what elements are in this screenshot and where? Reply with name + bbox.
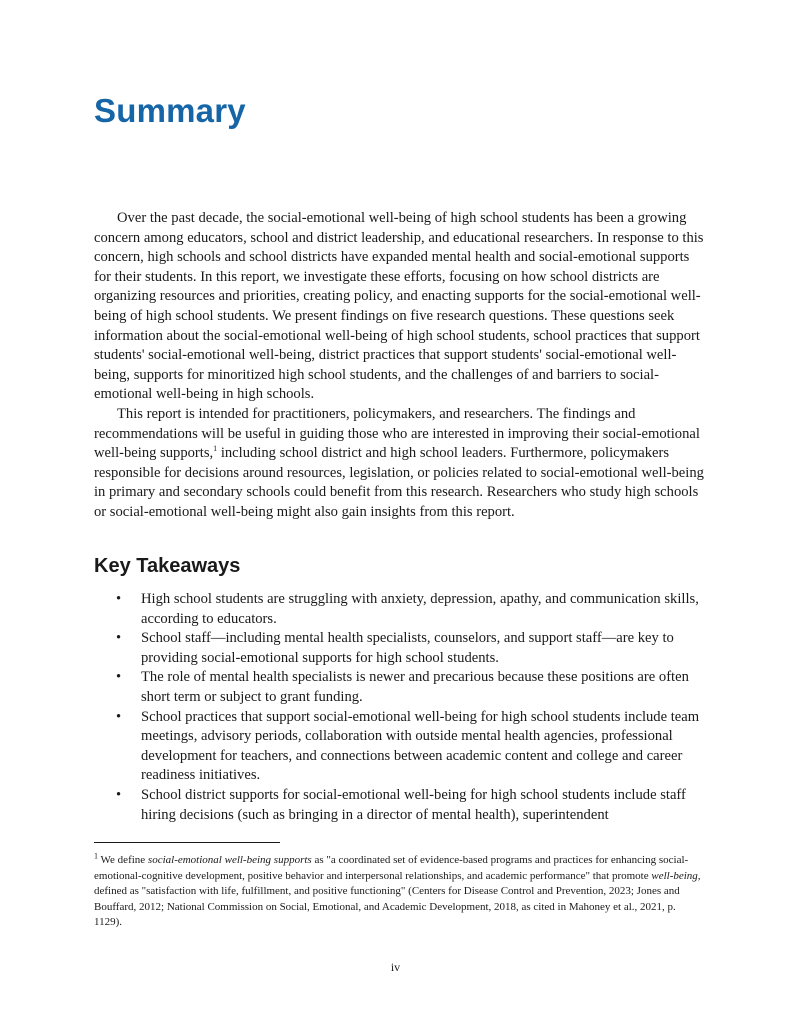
bullet-icon: •	[116, 669, 122, 686]
footnote-text: We define	[98, 854, 148, 866]
bullet-icon: •	[116, 591, 122, 607]
footnote-marker: 1	[94, 851, 98, 861]
footnote-text: as "a coordinated set of evidence-based programs and practices for enhancing social-emotional-cognitive development, positive behavior and interpersonal relationships, and academic performance" that promote	[94, 854, 689, 882]
list-item-text: High school students are struggling with anxiety, depression, apathy, and communication skills, according to educators.	[141, 591, 699, 627]
list-item	[94, 590, 704, 629]
summary-body	[94, 209, 704, 523]
footnote-term: well-being,	[651, 869, 701, 882]
list-item	[94, 629, 704, 668]
section-heading: Key Takeaways	[94, 555, 241, 577]
page-number: iv	[390, 960, 401, 974]
footnote	[94, 853, 704, 931]
list-item-text: School staff—including mental health specialists, counselors, and support staff—are key to providing social-emotional supports for high school students.	[141, 630, 674, 666]
list-item	[94, 668, 704, 707]
paragraph-text: This report is intended for practitioners, policymakers, and researchers. The findings and recommendations will be useful in guiding those who are interested in improving their social-emotional well-being supports,	[94, 405, 700, 462]
paragraph	[94, 405, 704, 523]
list-item-text: The role of mental health specialists is newer and precarious because these positions are often short term or subject to grant funding.	[141, 669, 689, 705]
paragraph: Over the past decade, the social-emotional well-being of high school students has been a growing concern among educators, school and district leadership, and educational researchers. In response to this concern, high schools and school districts have expanded mental health and social-emotional supports for their students. In this report, we investigate these efforts, focusing on how school districts are organizing resources and priorities, creating policy, and enacting supports for the social-emotional well-being of high school students. We present findings on five research questions. These questions seek information about the social-emotional well-being of high school students, school practices that support students' social-emotional well-being, district practices that support students' social-emotional well-being, supports for minoritized high school students, and the challenges of and barriers to social-emotional well-being in high schools.	[94, 210, 704, 403]
footnote-ref[interactable]: 1	[213, 444, 218, 454]
takeaways-list	[94, 590, 704, 825]
bullet-icon: •	[116, 786, 122, 803]
list-item	[94, 786, 704, 825]
list-item-text: School practices that support social-emotional well-being for high school students include team meetings, advisory periods, collaboration with outside mental health agencies, professional development for teachers, and connections between academic content and college and career readiness initiatives.	[141, 708, 700, 784]
list-item	[94, 708, 704, 786]
bullet-icon: •	[116, 708, 122, 725]
footnote-text: defined as "satisfaction with life, fulfillment, and positive functioning" (Centers for Disease Control and Prevention, 2023; Jones and Bouffard, 2012; National Commission on Social, Emotional, and Academic Development, 2018, as cited in Mahoney et al., 2021, p. 1129).	[94, 885, 680, 929]
footnote-divider	[94, 842, 280, 843]
footnote-term: social-emotional well-being supports	[147, 854, 312, 866]
page-title: Summary	[94, 92, 246, 129]
bullet-icon: •	[116, 630, 122, 647]
paragraph-text: including school district and high school leaders. Furthermore, policymakers responsible for decisions around resources, legislation, or policies related to social-emotional well-being in primary and secondary schools could benefit from this research. Researchers who study high schools or social-emotional well-being might also gain insights from this report.	[94, 445, 704, 520]
list-item-text: School district supports for social-emotional well-being for high school students include staff hiring decisions (such as bringing in a director of mental health), superintendent	[141, 786, 686, 823]
